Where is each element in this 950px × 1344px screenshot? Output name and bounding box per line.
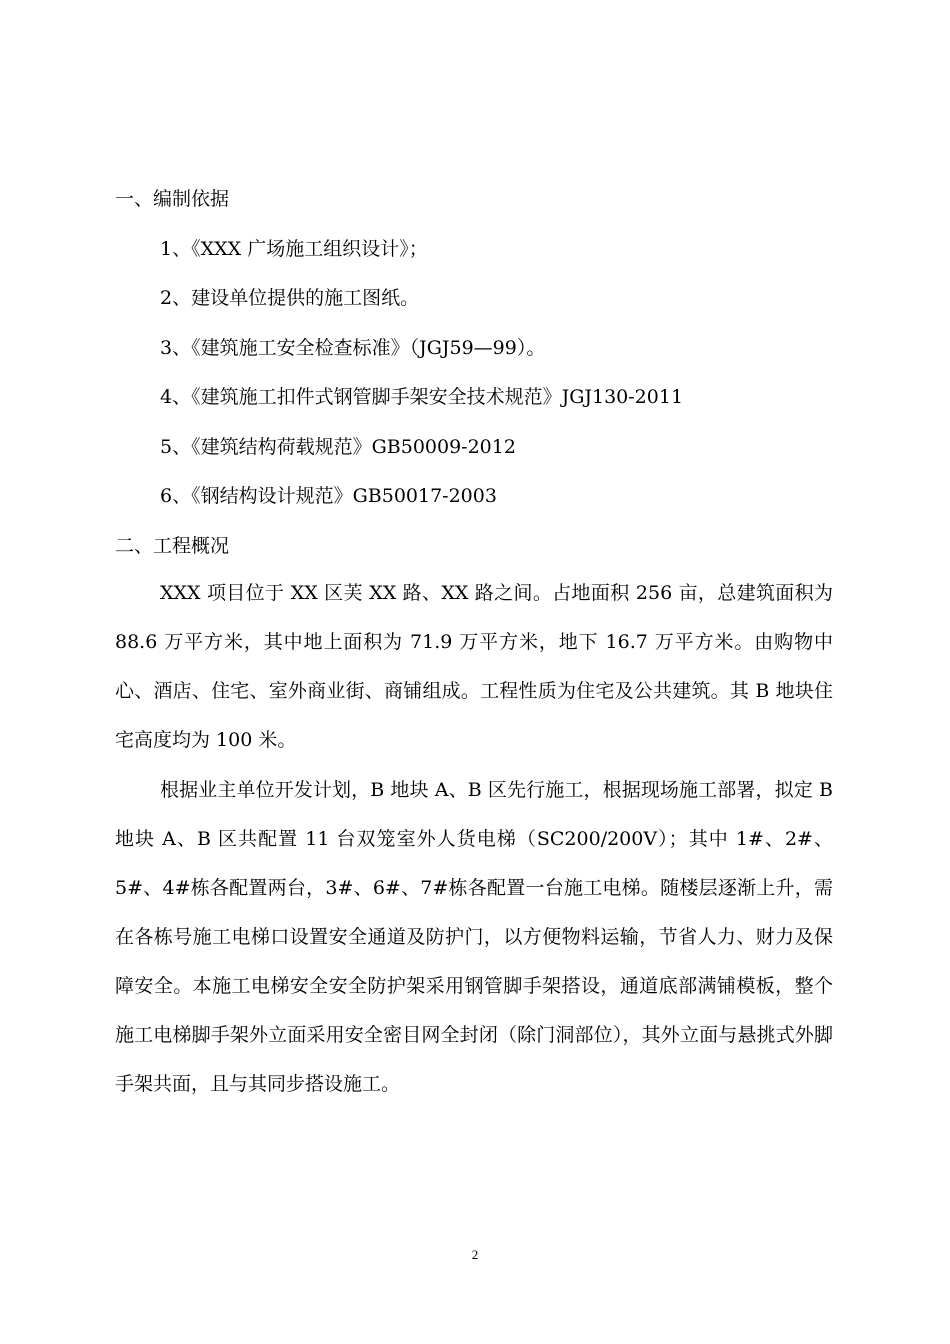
section-heading-overview: 二、工程概况	[115, 535, 230, 557]
reference-item: 5、《建筑结构荷载规范》GB50009-2012	[160, 436, 516, 458]
reference-item: 3、《建筑施工安全检查标准》（JGJ59—99）。	[160, 337, 546, 359]
page-number: 2	[471, 1247, 479, 1262]
overview-paragraph: XXX 项目位于 XX 区芙 XX 路、XX 路之间。占地面积 256 亩，总建筑面积为 88.6 万平方米，其中地上面积为 71.9 万平方米，地下 16.7 万平方米。由购物中心、酒店、住宅、室外商业街、商铺组成。工程性质为住宅及公共建筑。其 B 地块住宅高度均为 100 米。	[115, 582, 833, 751]
reference-item: 1、《XXX 广场施工组织设计》；	[160, 238, 428, 260]
reference-item: 6、《钢结构设计规范》GB50017-2003	[160, 485, 497, 507]
reference-item: 2、建设单位提供的施工图纸。	[160, 287, 420, 309]
section-heading-basis: 一、编制依据	[115, 188, 230, 210]
reference-item: 4、《建筑施工扣件式钢管脚手架安全技术规范》JGJ130-2011	[160, 386, 684, 408]
overview-paragraph: 根据业主单位开发计划，B 地块 A、B 区先行施工，根据现场施工部署，拟定 B 地块 A、B 区共配置 11 台双笼室外人货电梯（SC200/200V）；其中 1#、2#、5#、4#栋各配置两台，3#、6#、7#栋各配置一台施工电梯。随楼层逐渐上升，需在各栋号施工电梯口设置安全通道及防护门，以方便物料运输，节省人力、财力及保障安全。本施工电梯安全安全防护架采用钢管脚手架搭设，通道底部满铺模板，整个施工电梯脚手架外立面采用安全密目网全封闭（除门洞部位），其外立面与悬挑式外脚手架共面，且与其同步搭设施工。	[115, 779, 833, 1095]
